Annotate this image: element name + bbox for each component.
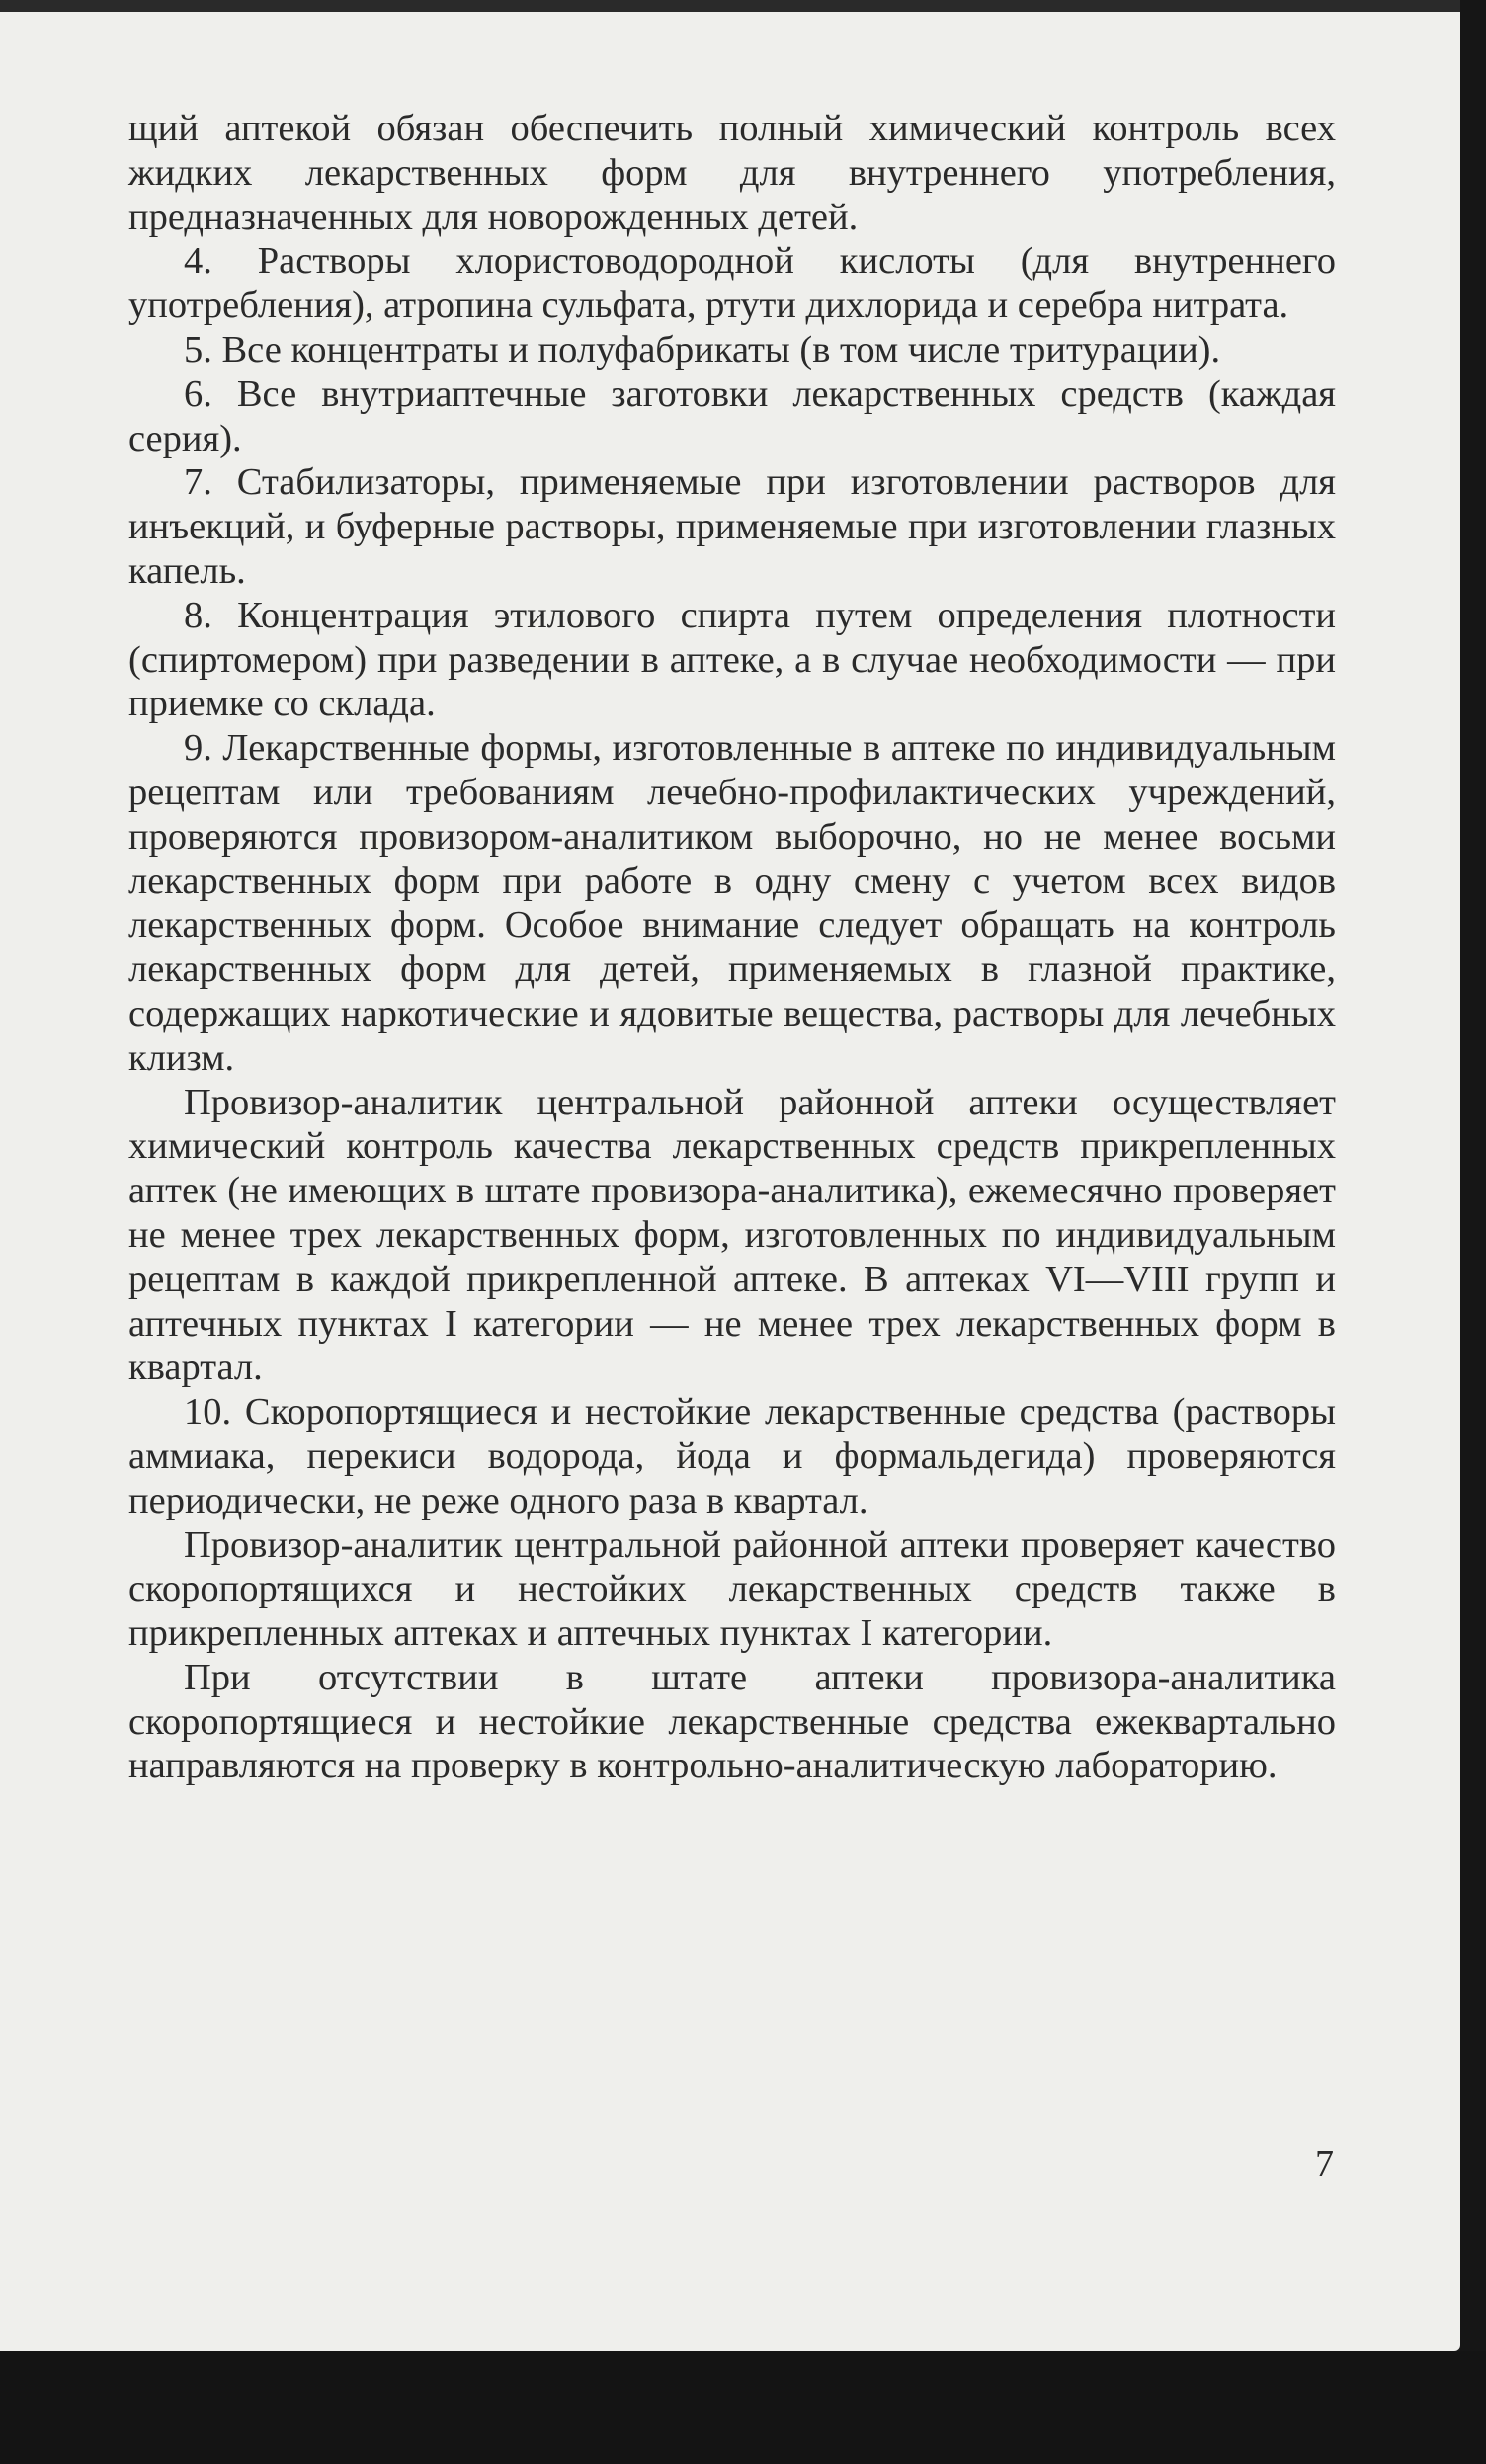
paragraph-analyst-perishables: Провизор-аналитик центральной районной аптеки проверяет качество скоропортящихся и нестойких лекарственных средств также в прикрепленных аптеках и аптечных пунктах I категории. (128, 1523, 1336, 1655)
paragraph-item-9: 9. Лекарственные формы, изготовленные в аптеке по индивидуальным рецептам или требованиям лечебно-профилактических учреждений, проверяются провизором-аналитиком выборочно, но не менее восьми лекарственных форм при работе в одну смену с учетом всех видов лекарственных форм. Особое внимание следует обращать на контроль лекарственных форм для детей, применяемых в глазной практике, содержащих наркотические и ядовитые вещества, растворы для лечебных клизм. (128, 727, 1336, 1079)
page-number: 7 (1315, 2143, 1334, 2184)
body-text (128, 107, 1336, 1788)
scan-edge-right (1460, 0, 1486, 2464)
paragraph-lab-referral: При отсутствии в штате аптеки провизора-аналитика скоропортящиеся и нестойкие лекарственные средства ежеквартально направляются на проверку в контрольно-аналитическую лабораторию. (128, 1656, 1336, 1787)
paragraph-continuation: щий аптекой обязан обеспечить полный химический контроль всех жидких лекарственных форм для внутреннего употребления, предназначенных для новорожденных детей. (128, 108, 1336, 238)
scan-edge-bottom (0, 2351, 1486, 2464)
paragraph-item-4: 4. Растворы хлористоводородной кислоты (для внутреннего употребления), атропина сульфата, ртути дихлорида и серебра нитрата. (128, 240, 1336, 327)
paragraph-item-7: 7. Стабилизаторы, применяемые при изготовлении растворов для инъекций, и буферные растворы, применяемые при изготовлении глазных капель. (128, 461, 1336, 592)
scan-edge-top (0, 0, 1486, 12)
paragraph-item-8: 8. Концентрация этилового спирта путем определения плотности (спиртомером) при разведении в аптеке, а в случае необходимости — при приемке со склада. (128, 594, 1336, 725)
paragraph-item-10: 10. Скоропортящиеся и нестойкие лекарственные средства (растворы аммиака, перекиси водорода, йода и формальдегида) проверяются периодически, не реже одного раза в квартал. (128, 1391, 1336, 1521)
paragraph-item-6: 6. Все внутриаптечные заготовки лекарственных средств (каждая серия). (128, 372, 1336, 459)
paragraph-item-5: 5. Все концентраты и полуфабрикаты (в том числе тритурации). (184, 328, 1221, 370)
paragraph-analyst-chemical-control: Провизор-аналитик центральной районной аптеки осуществляет химический контроль качества лекарственных средств прикрепленных аптек (не имеющих в штате провизора-аналитика), ежемесячно проверяет не менее трех лекарственных форм, изготовленных по индивидуальным рецептам в каждой прикрепленной аптеке. В аптеках VI—VIII групп и аптечных пунктах I категории — не менее трех лекарственных форм в квартал. (128, 1081, 1336, 1389)
